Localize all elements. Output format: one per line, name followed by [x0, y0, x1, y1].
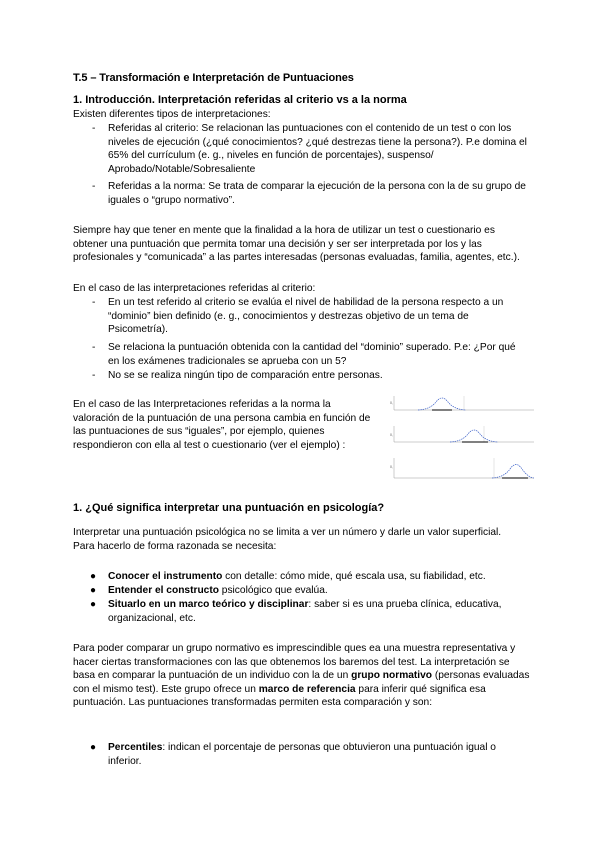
list-item [108, 741, 528, 768]
criterio-intro: En el caso de las interpretaciones referidas al criterio: [73, 283, 316, 294]
list-item-bold: Situarlo en un marco teórico y disciplinar [108, 599, 309, 610]
list-item: Se relaciona la puntuación obtenida con la cantidad del “dominio” superado. P.e: ¿Por qué en los exámenes tradicionales se aprueba con un 5? [108, 342, 516, 367]
list-item [108, 598, 528, 625]
list-item-bold: Entender el constructo [108, 585, 219, 596]
distribution-curve [492, 465, 534, 479]
dash-marker: - [92, 181, 96, 192]
bullet-marker: ● [90, 571, 97, 582]
list-item-text: : indican el porcentaje de personas que obtuvieron una puntuación igual o inferior. [108, 742, 496, 767]
distribution-curve [450, 430, 498, 442]
figure-mark: 0, [390, 465, 393, 469]
list-item-bold: Conocer el instrumento [108, 571, 223, 582]
dash-marker: - [92, 370, 96, 381]
paragraph-interpretar: Interpretar una puntuación psicológica no se limita a ver un número y darle un valor superficial. Para hacerlo de forma razonada se necesita: [73, 527, 502, 552]
bullet-marker: ● [90, 599, 97, 610]
dash-marker: - [92, 297, 96, 308]
list-item: No se se realiza ningún tipo de comparación entre personas. [108, 370, 383, 381]
intro-line: Existen diferentes tipos de interpretaciones: [73, 109, 271, 120]
bullet-marker: ● [90, 585, 97, 596]
paragraph-normativo [73, 642, 533, 710]
distribution-curve [418, 398, 466, 410]
paragraph-finalidad: Siempre hay que tener en mente que la finalidad a la hora de utilizar un test o cuestionario es obtener una puntuación que permita tomar una decisión y ser ser interpretada por los y las profesionales y “comunicada” a las partes interesadas (personas evaluadas, familia, agentes, etc.). [73, 225, 520, 264]
list-item: Referidas a la norma: Se trata de comparar la ejecución de la persona con la de su grupo de iguales o “grupo normativo”. [108, 181, 526, 206]
list-item-text: : saber si es una prueba clínica, educativa, organizacional, etc. [108, 599, 502, 624]
list-item-text: con detalle: cómo mide, qué escala usa, su fiabilidad, etc. [222, 571, 486, 582]
list-item: Referidas al criterio: Se relacionan las puntuaciones con el contenido de un test o con los niveles de ejecución (¿qué conocimientos? ¿qué destrezas tiene la persona?). P.e domina el 65% del currículum (e. g., niveles en función de porcentajes), suspenso/ Aprobado/Notable/Sobresaliente [108, 123, 527, 175]
list-item-bold: Percentiles [108, 742, 163, 753]
list-item [108, 584, 528, 598]
dash-marker: - [92, 123, 96, 134]
paragraph-text: Para poder comparar un grupo normativo es imprescindible ques ea una muestra representativa y hacer ciertas transformaciones con las que obtenemos los baremos del test. La interpretación se basa en comparar la puntuación de un individuo con la de un [73, 643, 516, 682]
section-heading-intro: 1. Introducción. Interpretación referidas al criterio vs a la norma [73, 94, 407, 106]
bullet-marker: ● [90, 742, 97, 753]
figure-mark: 0, [390, 433, 393, 437]
list-item: En un test referido al criterio se evalúa el nivel de habilidad de la persona respecto a un “dominio” bien definido (e. g., conocimientos y destrezas objetivo de un tema de Psicometría). [108, 297, 504, 336]
paragraph-text: para inferir qué significa esa puntuación. Las puntuaciones transformadas permiten esta comparación y son: [73, 683, 486, 709]
paragraph-text: (personas evaluadas con el mismo test). Este grupo ofrece un [73, 670, 530, 695]
list-item-text: psicológico que evalúa. [218, 585, 328, 596]
list-item [108, 570, 528, 584]
paragraph-bold: grupo normativo [351, 670, 433, 682]
dash-marker: - [92, 342, 96, 353]
page-title: T.5 – Transformación e Interpretación de Puntuaciones [73, 72, 354, 84]
paragraph-bold: marco de referencia [258, 683, 356, 695]
figure-mark: 0, [390, 401, 393, 405]
normal-distribution-figure [388, 392, 536, 484]
paragraph-norma: En el caso de las Interpretaciones referidas a la norma la valoración de la puntuación de una persona cambia en función de las puntuaciones de sus “iguales”, por ejemplo, quienes respondieron con ella al test o cuestionario (ver el ejemplo) : [73, 399, 371, 451]
section-heading-interpretar: 1. ¿Qué significa interpretar una puntuación en psicología? [73, 502, 385, 514]
